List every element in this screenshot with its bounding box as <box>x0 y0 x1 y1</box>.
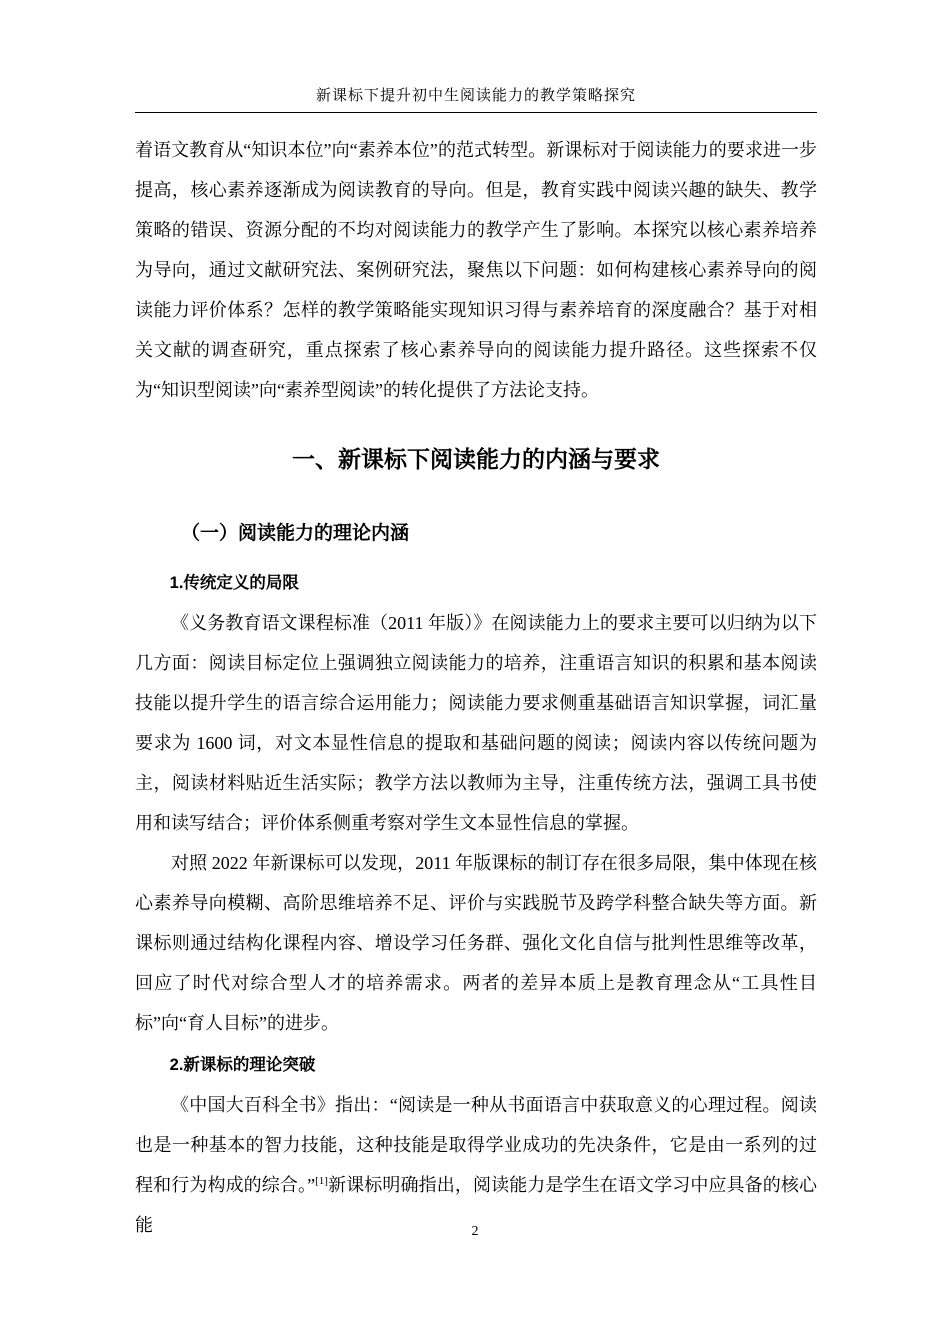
heading-point-1: 1.传统定义的局限 <box>169 574 299 592</box>
page-number: 2 <box>471 1224 479 1239</box>
encyclopedia-quote-text: 《中国大百科全书》指出：“阅读是一种从书面语言中获取意义的心理过程。阅读也是一种基本的智力技能，这种技能是取得学业成功的先决条件，它是由一系列的过程和行为构成的综合。” <box>135 1095 817 1195</box>
paragraph-intro: 着语文教育从“知识本位”向“素养本位”的范式转型。新课标对于阅读能力的要求进一步提高，核心素养逐渐成为阅读教育的导向。但是，教育实践中阅读兴趣的缺失、教学策略的错误、资源分配的不均对阅读能力的教学产生了影响。本探究以核心素养培养为导向，通过文献研究法、案例研究法，聚焦以下问题：如何构建核心素养导向的阅读能力评价体系？怎样的教学策略能实现知识习得与素养培育的深度融合？基于对相关文献的调查研究，重点探索了核心素养导向的阅读能力提升路径。这些探索不仅为“知识型阅读”向“素养型阅读”的转化提供了方法论支持。 <box>135 140 817 400</box>
citation-reference: [1] <box>315 1175 328 1187</box>
paragraph-comparison: 对照 2022 年新课标可以发现，2011 年版课标的制订存在很多局限，集中体现在核心素养导向模糊、高阶思维培养不足、评价与实践脱节及跨学科整合缺失等方面。新课标则通过结构化课程内容、增设学习任务群、强化文化自信与批判性思维等改革，回应了时代对综合型人才的培养需求。两者的差异本质上是教育理念从“工具性目标”向“育人目标”的进步。 <box>135 853 817 1033</box>
heading-subsection-1: （一）阅读能力的理论内涵 <box>181 523 410 544</box>
heading-section-1: 一、新课标下阅读能力的内涵与要求 <box>292 446 660 472</box>
paragraph-2011-standard: 《义务教育语文课程标准（2011 年版）》在阅读能力上的要求主要可以归纳为以下几方面：阅读目标定位上强调独立阅读能力的培养，注重语言知识的积累和基本阅读技能以提升学生的语言综合运用能力；阅读能力要求侧重基础语言知识掌握，词汇量要求为 1600 词，对文本显性信息的提取和基础问题的阅读；阅读内容以传统问题为主，阅读材料贴近生活实际；教学方法以教师为主导，注重传统方法，强调工具书使用和读写结合；评价体系侧重考察对学生文本显性信息的掌握。 <box>135 613 817 833</box>
heading-point-2: 2.新课标的理论突破 <box>169 1056 316 1074</box>
page-header <box>135 84 817 113</box>
page-footer <box>0 1222 950 1240</box>
after-citation-text: 新课标明确指出，阅读能力是学生在语文学习中应具备的核心能 <box>135 1175 817 1235</box>
header-title: 新课标下提升初中生阅读能力的教学策略探究 <box>315 88 636 104</box>
document-body <box>135 130 817 1245</box>
paragraph-encyclopedia <box>135 1085 817 1245</box>
